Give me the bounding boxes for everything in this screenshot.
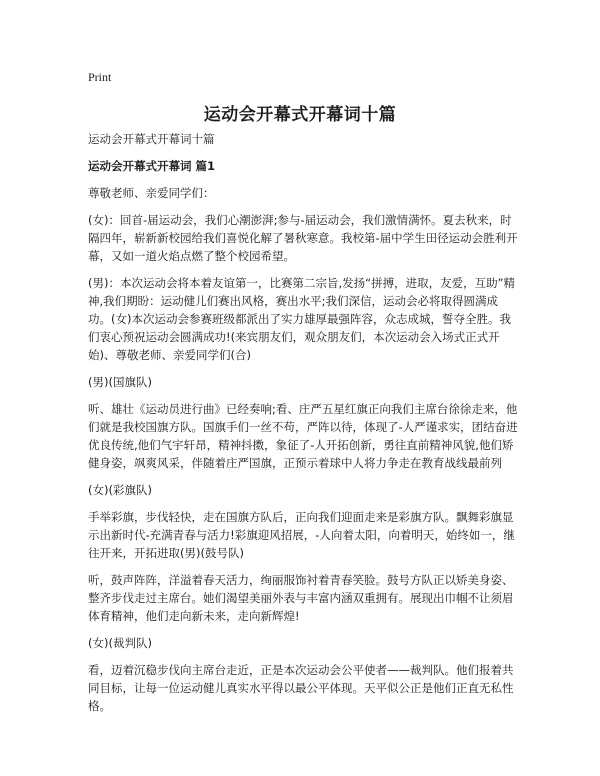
team-label: (女)(彩旗队) bbox=[88, 483, 152, 497]
paragraph: (女)：回首-届运动会，我们心潮澎湃;参与-届运动会，我们激情满怀。夏去秋来，时隔四年，崭新新校园给我们喜悦化解了暑秋寒意。我校第-届中学生田径运动会胜利开幕，又如一道火焰点燃了整个校园希望。 bbox=[88, 213, 518, 263]
team-label: (女)(裁判队) bbox=[88, 636, 152, 650]
paragraph: 看，迈着沉稳步伐向主席台走近，正是本次运动会公平使者——裁判队。他们报着共同目标，让每一位运动健儿真实水平得以最公平体现。天平似公正是他们正直无私性格。 bbox=[88, 663, 514, 713]
section-heading: 运动会开幕式开幕词 篇1 bbox=[88, 159, 216, 173]
paragraph: 手举彩旗，步伐轻快，走在国旗方队后，正向我们迎面走来是彩旗方队。飘舞彩旗显示出新时代-充满青春与活力!彩旗迎风招展，-人向着太阳，向着明天，始终如一，继往开来，开拓进取(男)(鼓号队) bbox=[88, 510, 515, 560]
paragraph: 听、雄壮《运动员进行曲》已经奏响;看、庄严五星红旗正向我们主席台徐徐走来，他们就是我校国旗方队。国旗手们一丝不苟，严阵以待，体现了-人严谨求实，团结奋进优良传统,他们气宇轩昂，精神抖擞，象征了-人开拓创新，勇往直前精神风貌,他们矫健身姿，飒爽风采，伴随着庄严国旗，正预示着球中人将力争走在教育战线最前列 bbox=[88, 402, 518, 470]
paragraph: 听，鼓声阵阵，洋溢着春天活力，绚丽服饰衬着青春笑脸。鼓号方队正以矫美身姿、整齐步伐走过主席台。她们渴望美丽外表与丰富内涵双重拥有。展现出巾帼不让须眉体育精神，他们走向新未来，走向新辉煌! bbox=[88, 573, 514, 623]
greeting-paragraph: 尊敬老师、亲爱同学们： bbox=[88, 186, 215, 200]
print-link[interactable]: Print bbox=[88, 70, 112, 84]
page-title: 运动会开幕式开幕词十篇 bbox=[203, 105, 397, 125]
document-body bbox=[88, 130, 520, 724]
paragraph: (男)：本次运动会将本着友谊第一，比赛第二宗旨,发扬“拼搏，进取，友爱，互助”精神,我们期盼：运动健儿们赛出风格，赛出水平;我们深信，运动会必将取得圆满成功。(女)本次运动会参赛班级都派出了实力雄厚最强阵容，众志成城，誓夺全胜。我们衷心预祝运动会圆满成功!(来宾朋友们，观众朋友们，本次运动会入场式正式开始)、尊敬老师、亲爱同学们(合) bbox=[88, 276, 516, 362]
document-subtitle: 运动会开幕式开幕词十篇 bbox=[88, 132, 215, 146]
team-label: (男)(国旗队) bbox=[88, 375, 152, 389]
